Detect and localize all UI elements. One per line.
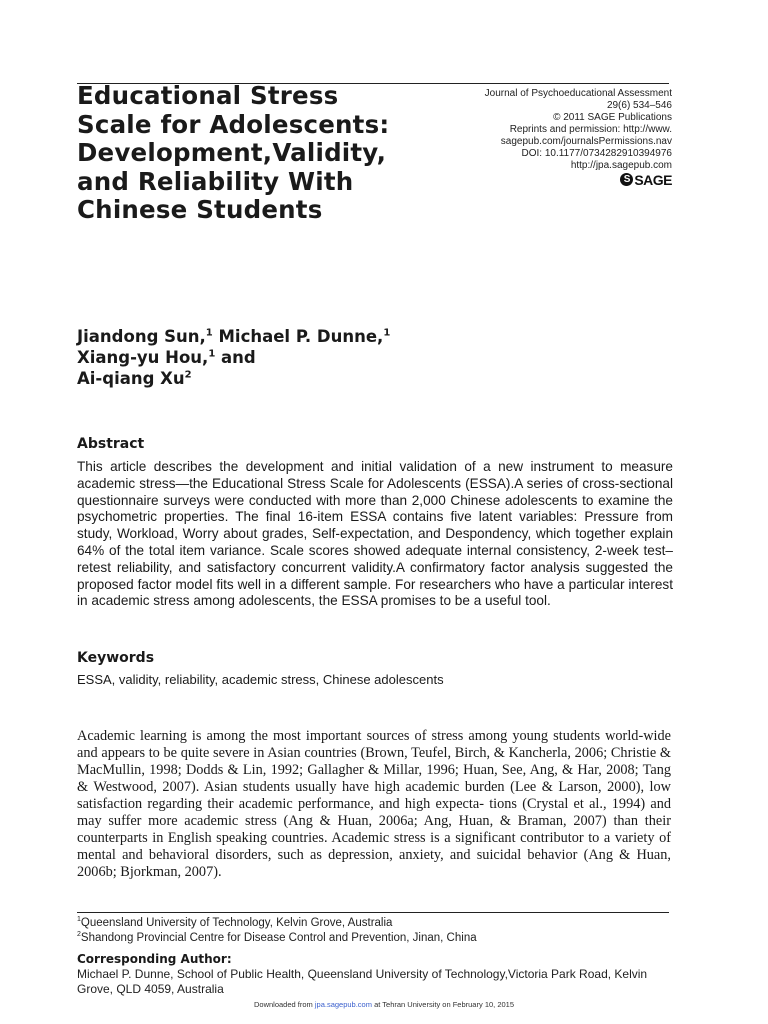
author-list	[77, 326, 407, 389]
abstract-text: This article describes the development and initial validation of a new instrument to measure academic stress—the Educational Stress Scale for Adolescents (ESSA).A series of cross-sectional questionnaire surveys were conducted with more than 2,000 Chinese adolescents to examine the psychometric properties. The final 16-item ESSA contains five latent variables: Pressure from study, Workload, Worry about grades, Self-expectation, and Despondency, which together explain 64% of the total item variance. Scale scores showed adequate internal consistency, 2-week test–retest reliability, and satisfactory concurrent validity.A confirmatory factor analysis suggested the proposed factor model fits well in a different sample. For researchers who have a particular interest in academic stress among adolescents, the ESSA promises to be a useful tool.	[77, 459, 673, 609]
keywords-heading: Keywords	[77, 650, 155, 666]
journal-permissions-url[interactable]: sagepub.com/journalsPermissions.nav	[500, 136, 672, 147]
article-title: Educational Stress Scale for Adolescents: Development,Validity, and Reliability With Chinese Students	[77, 81, 390, 224]
download-prefix: Downloaded from	[253, 1000, 315, 1009]
keywords-text: ESSA, validity, reliability, academic stress, Chinese adolescents	[77, 672, 444, 687]
affiliation-marker: 2	[77, 931, 81, 939]
affiliation-text: Queensland University of Technology, Kelvin Grove, Australia	[80, 917, 393, 929]
author-affiliation-marker: 1	[383, 327, 391, 339]
author-separator: and	[215, 348, 256, 367]
download-notice	[0, 1000, 768, 1009]
journal-info	[412, 88, 672, 186]
author-affiliation-marker: 1	[205, 327, 213, 339]
journal-copyright: © 2011 SAGE Publications	[553, 112, 672, 123]
author-affiliation-marker: 1	[208, 348, 216, 360]
author-name: Jiandong Sun,	[77, 327, 206, 346]
journal-name: Journal of Psychoeducational Assessment	[484, 88, 672, 99]
affiliation-2	[77, 931, 677, 945]
author-name: Xiang-yu Hou,	[77, 348, 209, 367]
journal-volume: 29(6) 534–546	[606, 100, 672, 111]
journal-url[interactable]: http://jpa.sagepub.com	[570, 160, 672, 171]
journal-reprints: Reprints and permission: http://www.	[509, 124, 672, 135]
author-name: Ai-qiang Xu	[77, 369, 185, 388]
sage-logo-icon: S	[620, 173, 633, 186]
sage-logo-text: SAGE	[634, 171, 672, 188]
author-affiliation-marker: 2	[184, 369, 192, 381]
abstract-heading: Abstract	[77, 436, 145, 452]
affiliation-text: Shandong Provincial Centre for Disease Control and Prevention, Jinan, China	[80, 932, 477, 944]
body-paragraph: Academic learning is among the most important sources of stress among young students world-wide and appears to be quite severe in Asian countries (Brown, Teufel, Birch, & Kancherla, 2006; Christie & MacMullin, 1998; Dodds & Lin, 1992; Gallagher & Millar, 1996; Huan, See, Ang, & Har, 2008; Tang & Westwood, 2007). Asian students usually have high academic burden (Lee & Larson, 2000), low satisfaction regarding their academic performance, and high expecta- tions (Crystal et al., 1994) and may suffer more academic stress (Ang & Huan, 2006a; Ang, Huan, & Braman, 2007) than their counterparts in English speaking countries. Academic stress is a significant contributor to a variety of mental and behavioral disorders, such as depression, anxiety, and suicidal behavior (Ang & Huan, 2006b; Bjorkman, 2007).	[77, 728, 671, 880]
author-name: Michael P. Dunne,	[218, 327, 384, 346]
affiliation-1	[77, 916, 677, 930]
sage-logo	[620, 173, 672, 186]
download-link[interactable]: jpa.sagepub.com	[314, 1000, 372, 1009]
affiliation-marker: 1	[77, 916, 81, 924]
corresponding-author-details: Michael P. Dunne, School of Public Health, Queensland University of Technology,Victoria Park Road, Kelvin Grove, QLD 4059, Australia	[77, 967, 648, 996]
journal-doi[interactable]: DOI: 10.1177/0734282910394976	[521, 148, 672, 159]
download-suffix: at Tehran University on February 10, 2015	[371, 1000, 515, 1009]
corresponding-author-heading: Corresponding Author:	[77, 952, 232, 966]
footnote-rule	[77, 912, 669, 913]
